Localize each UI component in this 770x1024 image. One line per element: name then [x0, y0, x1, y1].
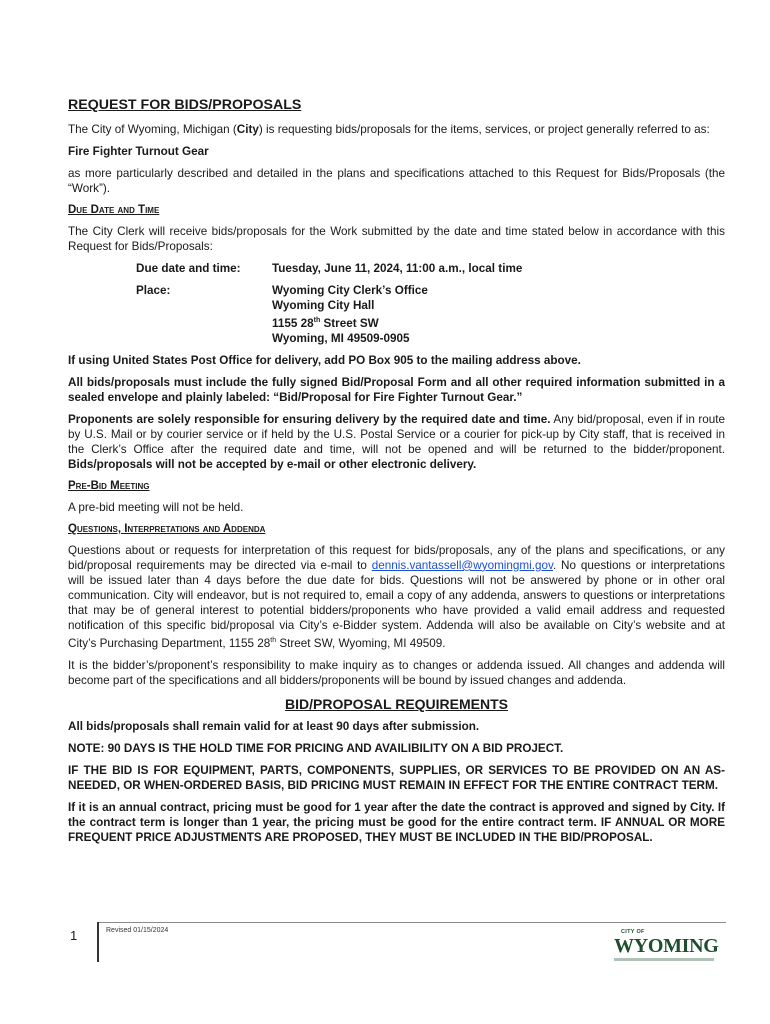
due-date-value: Tuesday, June 11, 2024, 11:00 a.m., local time [272, 262, 523, 275]
intro-paragraph [68, 122, 725, 137]
due-date-table [136, 261, 725, 346]
questions-text-3: Street SW, Wyoming, MI 49509. [276, 636, 446, 650]
place-line-1: Wyoming City Clerk’s Office [272, 284, 428, 297]
questions-paragraph [68, 543, 725, 651]
place-street-number: 1155 28 [272, 316, 314, 330]
place-value [272, 283, 725, 346]
responsibility-paragraph [68, 412, 725, 472]
described-paragraph: as more particularly described and detailed in the plans and specifications attached to this Request for Bids/Proposals (the “Work”). [68, 167, 725, 195]
due-date-heading: Due Date and Time [68, 204, 160, 216]
responsibility-text: Any bid/proposal, even if in route by U.S. Mail or by courier service or if held by the U.S. Postal Service or a courier for pick-up by City staff, that is received in the Clerk’s Office after the required date and time, will not be opened and will be returned to the bidder/proponent. [68, 412, 725, 456]
due-date-paragraph: The City Clerk will receive bids/proposals for the Work submitted by the date and time stated below in accordance with this Request for Bids/Proposals: [68, 225, 725, 253]
sealed-envelope-note: All bids/proposals must include the fully signed Bid/Proposal Form and all other required information submitted in a sealed envelope and plainly labeled: “Bid/Proposal for Fire Fighter Turnout Gear.” [68, 375, 725, 404]
place-label: Place: [136, 284, 171, 297]
page-number: 1 [70, 928, 78, 943]
requirement-annual-contract: If it is an annual contract, pricing must be good for 1 year after the date the contract is approved and signed by City. If the contract term is longer than 1 year, the pricing must be good for the entire contract term. IF ANNUAL OR MORE FREQUENT PRICE ADJUSTMENTS ARE PROPOSED, THEY MUST BE INCLUDED IN THE BID/PROPOSAL. [68, 800, 725, 844]
intro-text: The City of Wyoming, Michigan ( [68, 123, 237, 136]
prebid-text: A pre-bid meeting will not be held. [68, 500, 244, 514]
requirement-validity: All bids/proposals shall remain valid for at least 90 days after submission. [68, 719, 480, 733]
intro-text-end: ) is requesting bids/proposals for the items, services, or project generally referred to as: [258, 123, 710, 136]
footer-vertical-bar [97, 922, 99, 962]
place-line-4: Wyoming, MI 49509-0905 [272, 331, 410, 345]
place-line-2: Wyoming City Hall [272, 299, 375, 312]
page-title: REQUEST FOR BIDS/PROPOSALS [68, 97, 302, 113]
contact-email-link[interactable]: dennis.vantassell@wyomingmi.gov [371, 558, 553, 572]
place-street-name: Street SW [320, 316, 379, 330]
questions-heading: Questions, Interpretations and Addenda [68, 522, 266, 535]
questions-sup: th [270, 636, 277, 644]
project-name: Fire Fighter Turnout Gear [68, 145, 209, 158]
requirements-heading: BID/PROPOSAL REQUIREMENTS [285, 695, 508, 712]
logo-wyoming: WYOMING [614, 935, 719, 957]
responsibility-bold-end: Bids/proposals will not be accepted by e-mail or other electronic delivery. [68, 457, 477, 471]
intro-city-bold: City [236, 123, 259, 136]
questions-text-2: . No questions or interpretations will be issued later than 4 days before the due date for bids. Questions will not be answered by phone or in other oral communication. City will endeavor, but is not required to, email a copy of any addenda, answers to questions or interpretations that may be of general interest to potential bidders/proponents who have provided a valid email address and requested notification of this specific bid/proposal via City’s e-Bidder system. Addenda will also be available on City’s website and at City’s Purchasing Department, 1155 28 [68, 558, 725, 650]
inquiry-paragraph: It is the bidder’s/proponent’s responsibility to make inquiry as to changes or addenda issued. All changes and addenda will become part of the specifications and all bidders/proponents will be bound by issued changes and addenda. [68, 658, 725, 687]
place-street-sup: th [313, 317, 321, 324]
po-box-note: If using United States Post Office for delivery, add PO Box 905 to the mailing address above. [68, 353, 581, 367]
revised-date: Revised 01/15/2024 [106, 927, 169, 934]
city-logo [614, 928, 718, 962]
document-body [68, 96, 725, 852]
place-line-3 [272, 313, 725, 331]
requirement-hold-time: NOTE: 90 DAYS IS THE HOLD TIME FOR PRICING AND AVAILIBILITY ON A BID PROJECT. [68, 741, 564, 755]
responsibility-bold-lead: Proponents are solely responsible for ensuring delivery by the required date and time. [68, 412, 551, 426]
prebid-heading: Pre-Bid Meeting [68, 479, 150, 492]
questions-text-1: Questions about or requests for interpretation of this request for bids/proposals, any of the plans and specifications, or any bid/proposal requirements may be directed via e-mail to [68, 543, 725, 572]
logo-underline [614, 958, 714, 961]
due-date-label: Due date and time: [136, 262, 241, 275]
requirement-as-needed: IF THE BID IS FOR EQUIPMENT, PARTS, COMPONENTS, SUPPLIES, OR SERVICES TO BE PROVIDED ON AN AS-NEEDED, OR WHEN-ORDERED BASIS, BID PRICING MUST REMAIN IN EFFECT FOR THE ENTIRE CONTRACT TERM. [68, 763, 725, 792]
logo-city-of: CITY OF [621, 929, 645, 935]
footer-divider [98, 922, 726, 923]
